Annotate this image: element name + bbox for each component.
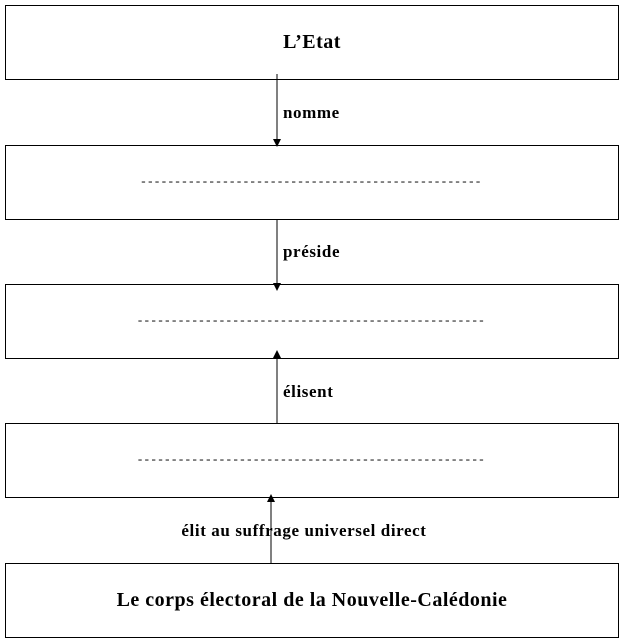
box-corps-electoral-label: Le corps électoral de la Nouvelle-Calédonie [116,589,508,611]
arrow-label-nomme: nomme [283,103,340,122]
box-blank-2 [5,284,619,359]
arrow-preside [273,220,281,291]
arrow-label-elit: élit au suffrage universel direct [181,521,427,540]
box-etat [5,5,619,80]
box-etat-label: L’Etat [283,31,341,53]
arrow-elisent [273,350,281,423]
box-blank-1 [5,145,619,220]
arrow-label-elisent: élisent [283,382,334,401]
box-corps-electoral [5,563,619,638]
box-blank-3 [5,423,619,498]
blank-line-2: --------------------------------------------------- [137,311,487,327]
blank-line-3: --------------------------------------------------- [137,450,487,466]
arrow-label-preside: préside [283,242,341,261]
blank-line-1: -------------------------------------------------- [141,172,483,188]
arrow-nomme [273,74,281,147]
